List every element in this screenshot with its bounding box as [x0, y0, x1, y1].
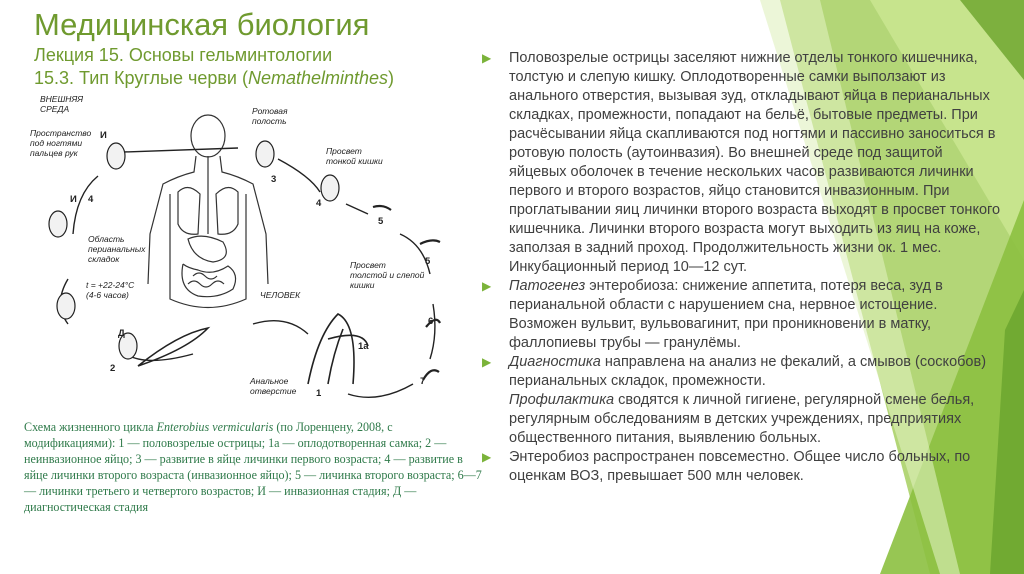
- lecture-subtitle: Лекция 15. Основы гельминтологии: [34, 45, 333, 65]
- prevention-term: Профилактика: [509, 392, 615, 408]
- paragraph-lifecycle: Половозрелые острицы заселяют нижние отделы тонкого кишечника, толстую и слепую кишку. Оплодотворенные самки выползают из анального отверстия, вызывая зуд, откладывают яйца в перианальных складках, промежности, попадают на бельё, бытовые предметы. При расчёсывании яйца скапливаются под ногтями и пассивно заноситься в ротовую полость (аутоинвазия). Во внешней среде под защитой яйцевых оболочек в течение нескольких часов развиваются личинки первого и второго возрастов, яйцо становится инвазионным. При проглатывании яиц личинки второго возраста выходят в просвет тонкого кишечника. Личинки второго возраста могут выходить из яиц на коже, заползая в задний проход. Продолжительность жизни ок. 1 мес. Инкубационный период 10—12 сут.: [509, 50, 1001, 275]
- list-item: [482, 49, 1004, 277]
- marker-6: 6: [428, 316, 434, 327]
- list-item: [482, 353, 1004, 391]
- title-block: [34, 6, 494, 90]
- section-subtitle-prefix: 15.3. Тип Круглые черви (: [34, 68, 248, 88]
- triangle-bullet-icon: ▶: [482, 279, 492, 293]
- label-human: ЧЕЛОВЕК: [260, 290, 301, 300]
- marker-5-1: 5: [378, 216, 384, 227]
- human-silhouette: [148, 115, 268, 308]
- label-anus: Анальное отверстие: [250, 376, 297, 396]
- larva-stages: [373, 206, 440, 380]
- label-colon: Просвет толстой и слепой кишки: [350, 260, 425, 290]
- section-subtitle-suffix: ): [388, 68, 395, 88]
- label-under-nails: Пространство под ногтями пальцев рук: [30, 128, 92, 158]
- marker-4-2: 4: [88, 194, 94, 205]
- triangle-bullet-icon: ▶: [482, 450, 492, 464]
- list-item: [482, 277, 1004, 353]
- bullet-list: [482, 49, 1004, 391]
- label-oral: Ротовая полость: [252, 106, 288, 126]
- life-cycle-figure: [28, 84, 480, 414]
- list-item: [482, 448, 1004, 486]
- bullet-list-2: [482, 448, 1004, 486]
- label-temp: t = +22-24°C (4-6 часов): [86, 280, 135, 300]
- paragraph-prevalence: Энтеробиоз распространен повсеместно. Общее число больных, по оценкам ВОЗ, превышает 500 млн человек.: [509, 449, 971, 484]
- paragraph-pathogenesis: энтеробиоза: снижение аппетита, потеря веса, зуд в перианальной области с нарушением сна, нервное истощение. Возможен вульвит, вульвовагинит, при проникновении в матку, фаллопиевы трубы — гранулёмы.: [509, 278, 943, 351]
- label-small-intestine: Просвет тонкой кишки: [326, 146, 383, 166]
- adult-worms: [138, 314, 368, 384]
- marker-2: 2: [110, 363, 116, 374]
- marker-D: Д: [118, 328, 125, 339]
- page-title: Медицинская биология: [34, 7, 370, 42]
- label-perianal: Область перианальных складок: [88, 234, 146, 264]
- marker-1: 1: [316, 388, 322, 399]
- text-column: [482, 49, 1004, 486]
- marker-7: 7: [420, 376, 426, 387]
- paragraph-diagnostics: направлена на анализ не фекалий, а смывов (соскобов) перианальных складок, промежности.: [509, 354, 987, 389]
- paragraph-prevention: Профилактика сводятся к личной гигиене, регулярной смене белья, регулярным обследованиям в детских учреждениях, предприятиях общественного питания, выявлению больных.: [509, 392, 975, 446]
- marker-1a: 1а: [358, 341, 369, 352]
- marker-5-2: 5: [425, 256, 431, 267]
- figure-caption: Схема жизненного цикла Enterobius vermicularis (по Лоренцену, 2008, с модификациями): 1 — половозрелые острицы; 1а — оплодотворенная самка; 2 — неинвазионное яйцо; 3 — развитие в яйце личинки первого возраста; 4 — развитие в яйце личинки второго возраста (инвазионное яйцо); 5 — личинка второго возраста; 6—7 — личинки третьего и четвертого возрастов; И — инвазионная стадия; Д — диагностическая стадия: [24, 420, 482, 514]
- label-external: ВНЕШНЯЯ СРЕДА: [40, 94, 84, 114]
- marker-3: 3: [271, 174, 277, 185]
- triangle-bullet-icon: ▶: [482, 355, 492, 369]
- marker-I-1: И: [100, 130, 107, 141]
- pathogenesis-term: Патогенез: [509, 278, 586, 294]
- marker-4-1: 4: [316, 198, 322, 209]
- triangle-bullet-icon: ▶: [482, 51, 492, 65]
- section-subtitle-latin: Nemathelminthes: [247, 68, 389, 88]
- marker-I-2: И: [70, 194, 77, 205]
- diagnostics-term: Диагностика: [509, 354, 601, 370]
